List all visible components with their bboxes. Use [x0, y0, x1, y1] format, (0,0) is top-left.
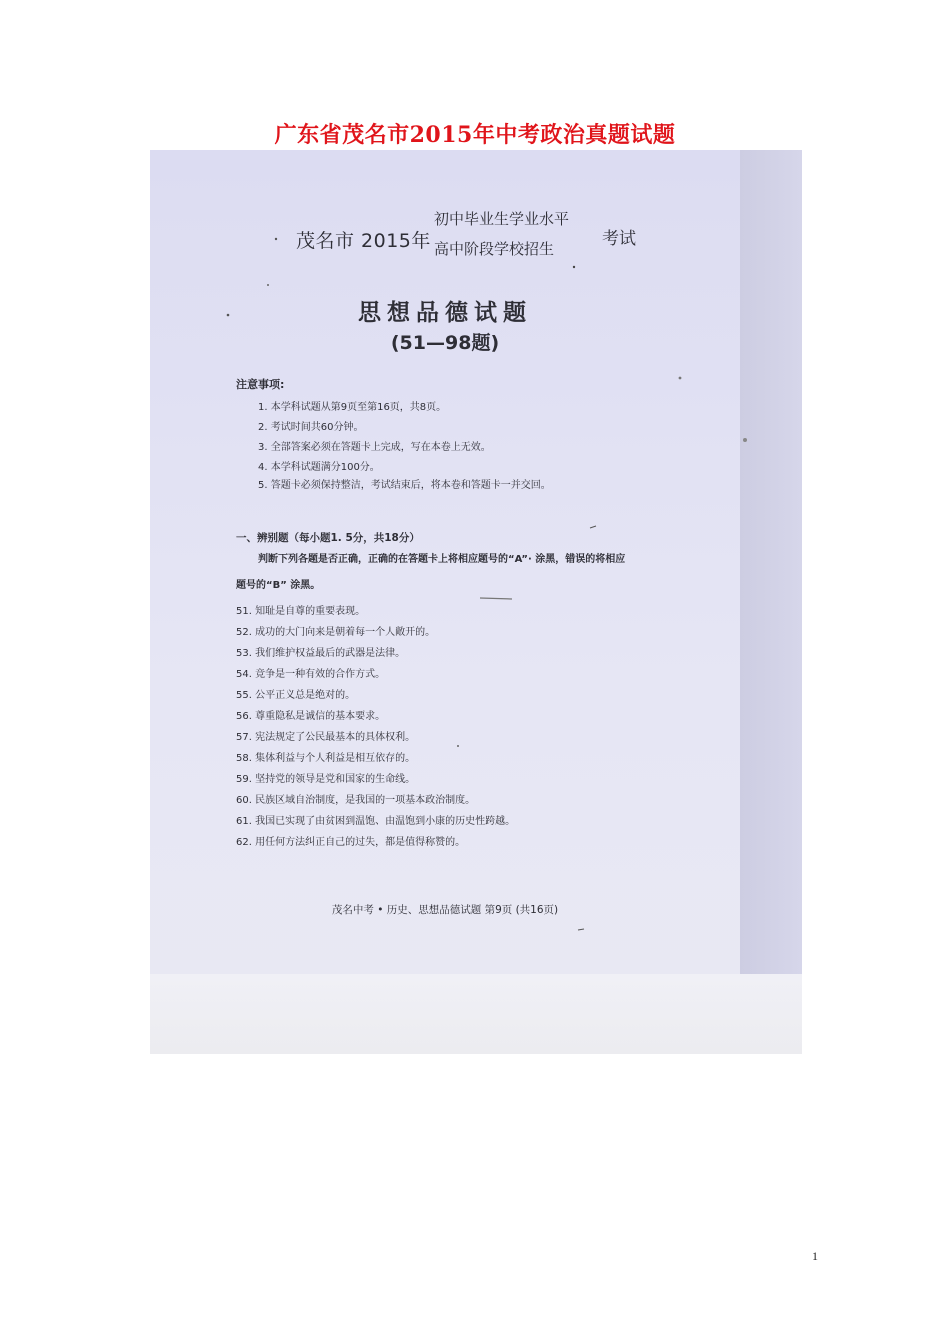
question-item: 54. 竞争是一种有效的合作方式。 [236, 669, 386, 680]
section-heading: 一、辨别题（每小题1. 5分，共18分） [236, 532, 420, 544]
question-item: 61. 我国已实现了由贫困到温饱、由温饱到小康的历史性跨越。 [236, 816, 516, 827]
question-item: 57. 宪法规定了公民最基本的具体权利。 [236, 732, 416, 743]
exam-header-type-2: 高中阶段学校招生 [434, 240, 555, 258]
note-item: 4. 本学科试题满分100分。 [258, 462, 380, 473]
exam-header-suffix: 考试 [602, 229, 636, 249]
exam-page-footer: 茂名中考 • 历史、思想品德试题 第9页 (共16页) [331, 904, 559, 916]
question-item: 52. 成功的大门向来是朝着每一个人敞开的。 [236, 627, 436, 638]
exam-subject-title: 思想品德试题 [358, 300, 532, 326]
note-item: 3. 全部答案必须在答题卡上完成，写在本卷上无效。 [258, 442, 491, 453]
page-number: 1 [812, 1249, 818, 1263]
notes-heading: 注意事项: [236, 378, 285, 391]
scan-noise-marks [150, 150, 802, 1054]
question-item: 62. 用任何方法纠正自己的过失，都是值得称赞的。 [236, 837, 466, 848]
section-instructions: 判断下列各题是否正确，正确的在答题卡上将相应题号的“A”· 涂黑，错误的将相应 [258, 554, 626, 565]
question-item: 58. 集体利益与个人利益是相互依存的。 [236, 753, 416, 764]
question-item: 53. 我们维护权益最后的武器是法律。 [236, 648, 406, 659]
note-item: 5. 答题卡必须保持整洁，考试结束后，将本卷和答题卡一并交回。 [258, 480, 551, 491]
section-instructions-cont: 题号的“B” 涂黑。 [236, 580, 321, 591]
question-item: 51. 知耻是自尊的重要表现。 [236, 606, 366, 617]
question-item: 59. 坚持党的领导是党和国家的生命线。 [236, 774, 416, 785]
question-range: (51—98题) [390, 332, 500, 354]
note-item: 1. 本学科试题从第9页至第16页，共8页。 [258, 402, 447, 413]
scanned-exam-page [150, 150, 802, 1054]
question-item: 56. 尊重隐私是诚信的基本要求。 [236, 711, 386, 722]
note-item: 2. 考试时间共60分钟。 [258, 422, 364, 433]
exam-header-type-1: 初中毕业生学业水平 [434, 210, 570, 228]
document-title: 广东省茂名市2015年中考政治真题试题 [274, 122, 676, 148]
exam-header-city-year: 茂名市 2015年 [296, 230, 431, 252]
question-item: 60. 民族区域自治制度，是我国的一项基本政治制度。 [236, 795, 476, 806]
question-item: 55. 公平正义总是绝对的。 [236, 690, 356, 701]
